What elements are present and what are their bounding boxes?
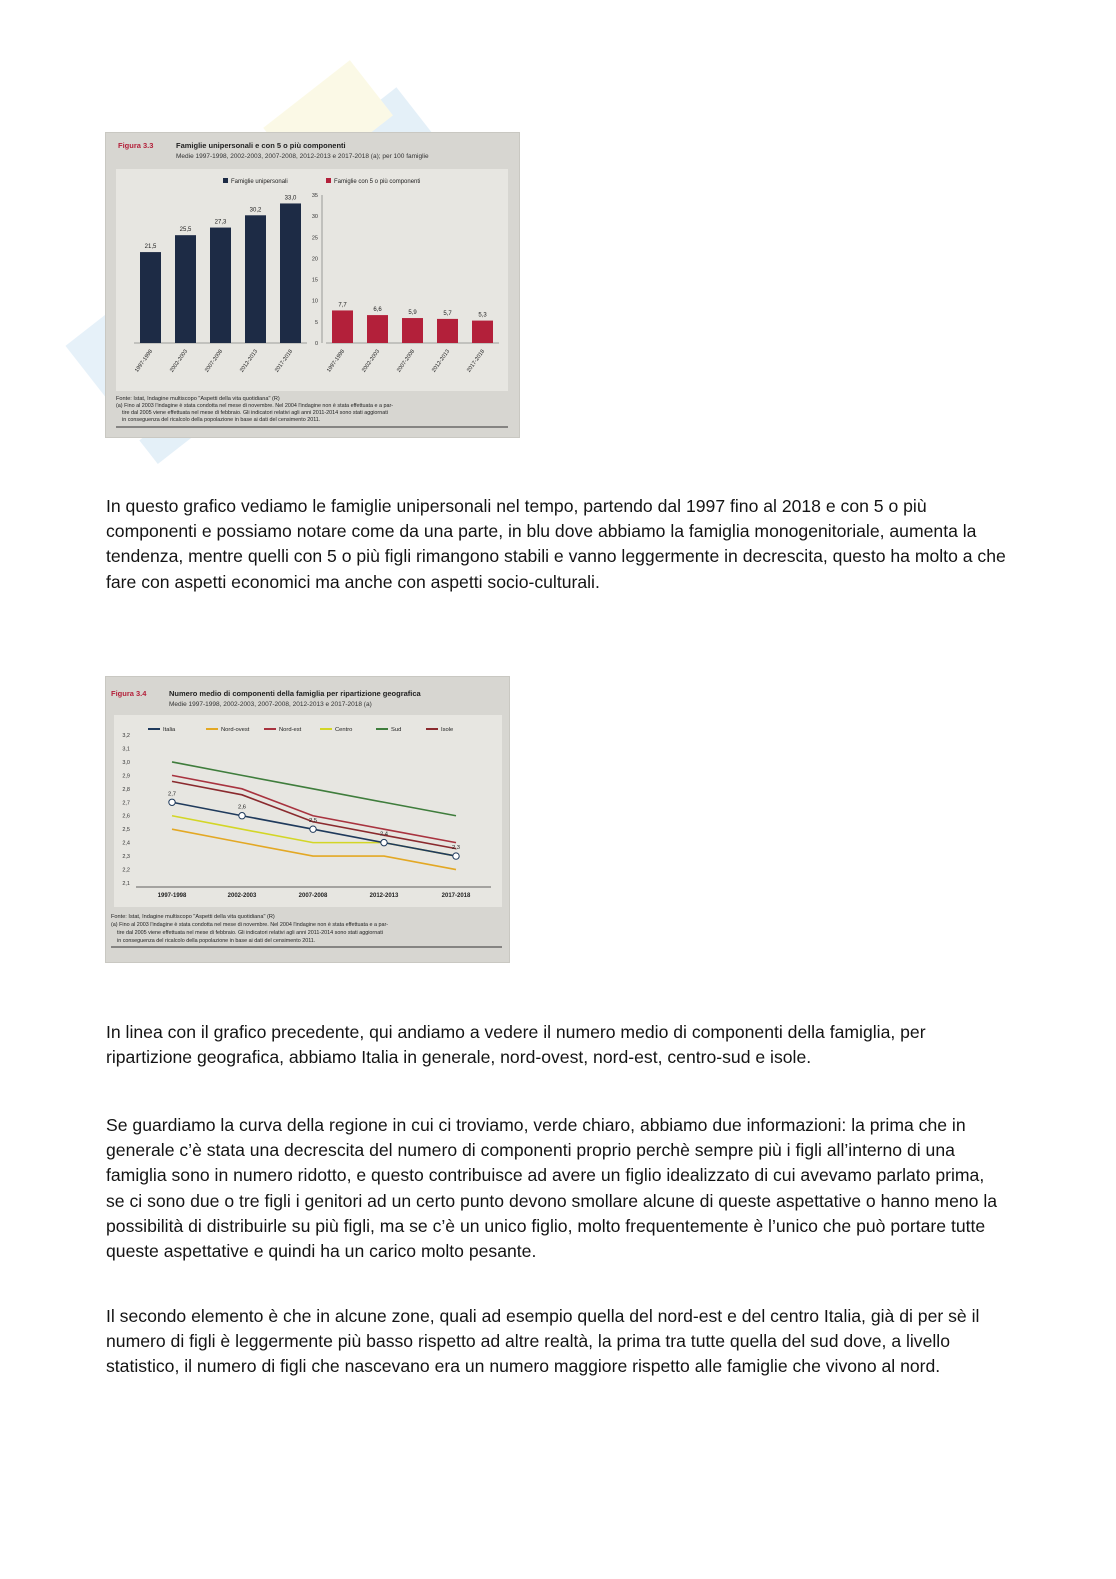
data-label: 33,0 bbox=[284, 195, 297, 202]
legend-swatch-single bbox=[223, 178, 228, 183]
data-point bbox=[310, 826, 316, 832]
y-tick-label: 2,1 bbox=[122, 881, 130, 887]
footnote-line-1: (a) Fino al 2003 l'indagine è stata condotta nel mese di novembre. Nel 2004 l'indagine non è stata effettuata e a par- bbox=[111, 922, 389, 928]
data-label: 5,3 bbox=[478, 312, 487, 319]
x-tick-label: 2017-2018 bbox=[466, 348, 487, 374]
paragraph-2: In linea con il grafico precedente, qui andiamo a vedere il numero medio di componenti della famiglia, per ripartizione geografica, abbiamo Italia in generale, nord-ovest, nord-est, centro-sud e isole. bbox=[106, 1022, 926, 1068]
data-label: 2,6 bbox=[237, 804, 247, 811]
y-tick-label: 3,0 bbox=[122, 759, 130, 766]
footnote-line-1: (a) Fino al 2003 l'indagine è stata condotta nel mese di novembre. Nel 2004 l'indagine non è stata effettuata e a par- bbox=[116, 403, 394, 409]
bar-single bbox=[175, 235, 196, 343]
x-tick-label: 2012-2013 bbox=[431, 348, 452, 374]
x-tick-label: 2002-2003 bbox=[169, 348, 190, 374]
x-tick-label: 1997-1998 bbox=[157, 893, 187, 899]
bar-large bbox=[367, 315, 388, 343]
paragraph-1: In questo grafico vediamo le famiglie unipersonali nel tempo, partendo dal 1997 fino al 2018 e con 5 o più componenti e possiamo notare come da una parte, in blu dove abbiamo la famiglia monogenitoriale, aumenta la tendenza, mentre quelli con 5 o più figli rimangono stabili e vanno leggermente in decrescita, questo ha molto a che fare con aspetti economici ma anche con aspetti socio-culturali. bbox=[106, 496, 1006, 592]
legend-label: Centro bbox=[335, 727, 353, 733]
paragraph-4: Il secondo elemento è che in alcune zone, quali ad esempio quella del nord-est e del centro Italia, già di per sè il numero di figli è leggermente più basso rispetto ad altre realtà, la prima tra tutte quella del sud dove, a livello statistico, il numero di figli che nascevano era un numero maggiore rispetto alle famiglie che vivono al nord. bbox=[106, 1306, 980, 1377]
chart-svg bbox=[106, 677, 509, 962]
source-note: Fonte: Istat, Indagine multiscopo "Aspetti della vita quotidiana" (R) bbox=[111, 914, 275, 920]
bar-large bbox=[437, 319, 458, 343]
x-tick-label: 1997-1998 bbox=[134, 348, 155, 374]
bar-single bbox=[140, 252, 161, 343]
y-tick-label: 30 bbox=[311, 214, 318, 221]
y-tick-label: 2,6 bbox=[122, 813, 130, 820]
y-tick-label: 25 bbox=[311, 235, 318, 242]
legend-label: Italia bbox=[163, 727, 176, 733]
figure-3-3 bbox=[106, 133, 519, 437]
paragraph-3: Se guardiamo la curva della regione in cui ci troviamo, verde chiaro, abbiamo due informazioni: la prima che in generale c’è stata una decrescita del numero di componenti proprio perchè sempre più i figli all’interno di una famiglia sono in numero ridotto, e questo contribuisce ad avere un figlio idealizzato di cui avevamo parlato prima, se ci sono due o tre figli i genitori ad un certo punto devono smollare alcune di queste aspettative o hanno meno la possibilità di distribuirle su più figli, ma se c’è un unico figlio, molto frequentemente è l’unico che può portare tutte queste aspettative e quindi ha un carico molto pesante. bbox=[106, 1115, 998, 1262]
bar-large bbox=[472, 321, 493, 343]
y-tick-label: 10 bbox=[311, 298, 318, 305]
x-tick-label: 1997-1998 bbox=[326, 348, 347, 374]
legend-label: Nord-ovest bbox=[221, 727, 250, 733]
data-label: 2,5 bbox=[308, 818, 318, 825]
y-tick-label: 2,4 bbox=[122, 840, 130, 847]
data-label: 5,7 bbox=[443, 310, 452, 317]
data-label: 6,6 bbox=[373, 307, 382, 314]
data-label: 2,3 bbox=[451, 845, 461, 852]
x-tick-label: 2002-2003 bbox=[227, 893, 257, 899]
y-tick-label: 2,5 bbox=[122, 827, 130, 834]
figure-3-4 bbox=[106, 677, 509, 962]
data-label: 21,5 bbox=[144, 244, 157, 251]
y-tick-label: 20 bbox=[311, 256, 318, 263]
source-note: Fonte: Istat, Indagine multiscopo "Aspetti della vita quotidiana" (R) bbox=[116, 396, 280, 402]
data-point bbox=[239, 813, 245, 819]
x-tick-label: 2017-2018 bbox=[274, 348, 295, 374]
footnote-line-2: tire dal 2005 viene effettuata nel mese di febbraio. Gli indicatori relativi agli anni 2011-2014 sono stati aggiornati bbox=[122, 410, 388, 416]
legend-label-large: Famiglie con 5 o più componenti bbox=[334, 179, 421, 185]
y-tick-label: 2,9 bbox=[122, 773, 130, 780]
data-label: 5,9 bbox=[408, 310, 417, 317]
y-tick-label: 2,2 bbox=[122, 867, 130, 874]
x-tick-label: 2012-2013 bbox=[369, 893, 399, 899]
y-tick-label: 2,8 bbox=[122, 786, 130, 793]
x-tick-label: 2002-2003 bbox=[361, 348, 382, 374]
legend-swatch-large bbox=[326, 178, 331, 183]
data-label: 7,7 bbox=[338, 302, 347, 309]
figure-label: Figura 3.4 bbox=[111, 689, 147, 698]
bar-single bbox=[245, 215, 266, 343]
chart-svg bbox=[106, 133, 519, 437]
x-tick-label: 2007-2008 bbox=[298, 893, 328, 899]
data-label: 27,3 bbox=[214, 219, 227, 226]
data-point bbox=[169, 799, 175, 805]
x-tick-label: 2007-2008 bbox=[396, 348, 417, 374]
chart-title: Numero medio di componenti della famiglia per ripartizione geografica bbox=[169, 689, 421, 698]
x-tick-label: 2007-2008 bbox=[204, 348, 225, 374]
data-point bbox=[453, 853, 459, 859]
legend-label: Isole bbox=[441, 727, 454, 733]
bar-large bbox=[402, 318, 423, 343]
data-label: 2,7 bbox=[167, 791, 177, 798]
footnote-line-3: in conseguenza del ricalcolo della popolazione in base ai dati del censimento 2011. bbox=[122, 417, 321, 423]
data-label: 2,4 bbox=[379, 831, 389, 838]
legend-label: Sud bbox=[391, 727, 402, 733]
y-tick-label: 0 bbox=[314, 341, 318, 347]
chart-subtitle: Medie 1997-1998, 2002-2003, 2007-2008, 2012-2013 e 2017-2018 (a); per 100 famiglie bbox=[176, 153, 429, 160]
footnote-line-2: tire dal 2005 viene effettuata nel mese di febbraio. Gli indicatori relativi agli anni 2011-2014 sono stati aggiornati bbox=[117, 930, 383, 936]
bar-single bbox=[280, 203, 301, 343]
figure-label: Figura 3.3 bbox=[118, 141, 154, 150]
legend-label: Nord-est bbox=[279, 727, 302, 733]
data-label: 30,2 bbox=[249, 207, 262, 214]
data-label: 25,5 bbox=[179, 227, 192, 234]
y-tick-label: 15 bbox=[311, 277, 318, 284]
y-tick-label: 3,1 bbox=[122, 746, 130, 753]
y-tick-label: 35 bbox=[311, 193, 318, 199]
footnote-line-3: in conseguenza del ricalcolo della popolazione in base ai dati del censimento 2011. bbox=[117, 938, 316, 944]
y-tick-label: 2,3 bbox=[122, 854, 130, 861]
x-tick-label: 2017-2018 bbox=[441, 893, 471, 899]
plot-area bbox=[114, 715, 502, 907]
y-tick-label: 5 bbox=[314, 319, 318, 326]
y-tick-label: 3,2 bbox=[122, 733, 130, 739]
y-tick-label: 2,7 bbox=[122, 800, 130, 807]
legend-label-single: Famiglie unipersonali bbox=[231, 179, 288, 185]
bar-large bbox=[332, 310, 353, 343]
chart-title: Famiglie unipersonali e con 5 o più componenti bbox=[176, 141, 346, 150]
bar-single bbox=[210, 228, 231, 343]
x-tick-label: 2012-2013 bbox=[239, 348, 260, 374]
data-point bbox=[381, 839, 387, 845]
chart-subtitle: Medie 1997-1998, 2002-2003, 2007-2008, 2012-2013 e 2017-2018 (a) bbox=[169, 701, 372, 708]
